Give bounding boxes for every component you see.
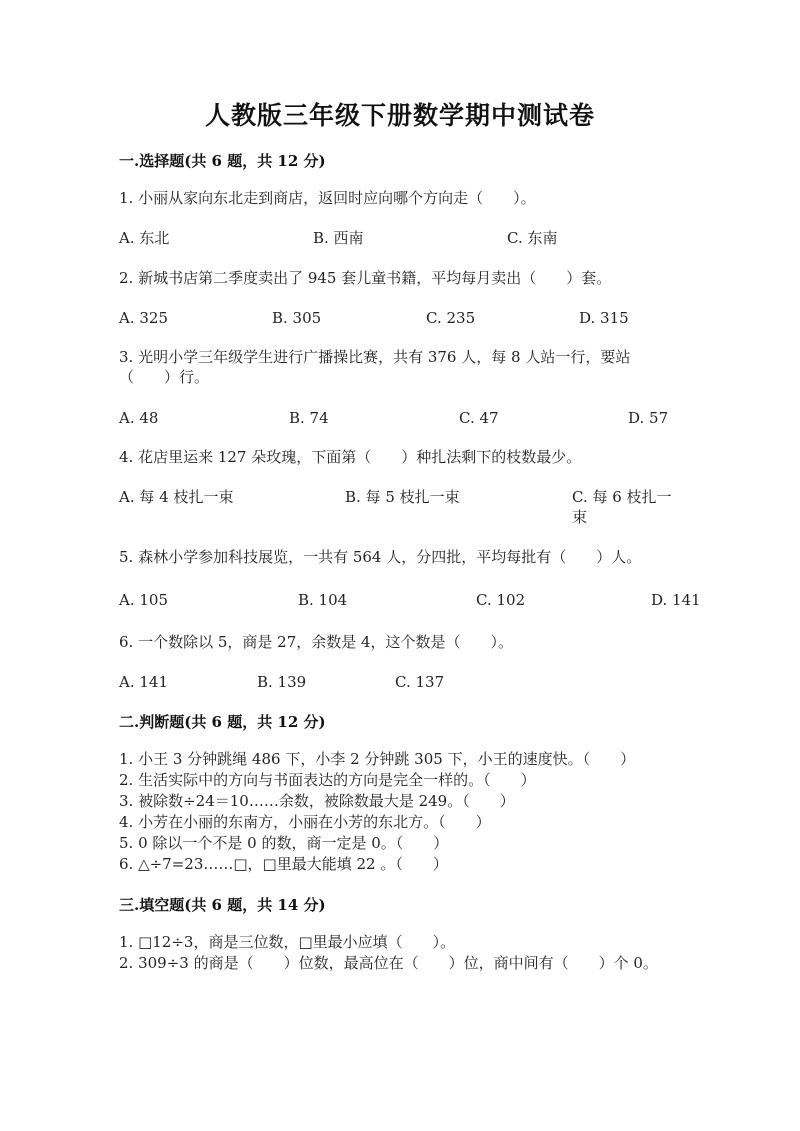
option-a: A. 每 4 枝扎一束 xyxy=(119,488,234,506)
option-d: D. 141 xyxy=(651,591,701,609)
option-c: C. 47 xyxy=(459,409,499,427)
judgement-item: 1. 小王 3 分钟跳绳 486 下，小李 2 分钟跳 305 下，小王的速度快。（ ） xyxy=(119,750,636,768)
option-b: B. 139 xyxy=(257,673,307,691)
option-b: B. 104 xyxy=(298,591,348,609)
option-d: D. 315 xyxy=(579,309,629,327)
question-3: 3. 光明小学三年级学生进行广播操比赛，共有 376 人，每 8 人站一行，要站（ ）行。 xyxy=(119,348,631,386)
judgement-item: 6. △÷7=23……□，□里最大能填 22 。（ ） xyxy=(119,855,448,873)
question-2: 2. 新城书店第二季度卖出了 945 套儿童书籍，平均每月卖出（ ）套。 xyxy=(119,269,612,287)
section-heading-judgement: 二.判断题(共 6 题，共 12 分) xyxy=(119,713,326,731)
judgement-item: 2. 生活实际中的方向与书面表达的方向是完全一样的。（ ） xyxy=(119,771,536,789)
question-6: 6. 一个数除以 5，商是 27，余数是 4，这个数是（ ）。 xyxy=(119,633,514,651)
option-a: A. 48 xyxy=(119,409,159,427)
option-c: C. 每 6 枝扎一束 xyxy=(572,488,672,526)
fill-blank-item: 1. □12÷3，商是三位数，□里最小应填（ ）。 xyxy=(119,933,456,951)
section-heading-fill-blank: 三.填空题(共 6 题，共 14 分) xyxy=(119,896,326,914)
option-c: C. 235 xyxy=(426,309,476,327)
page-title: 人教版三年级下册数学期中测试卷 xyxy=(204,101,595,130)
section-heading-choice: 一.选择题(共 6 题，共 12 分) xyxy=(119,152,326,170)
option-a: A. 141 xyxy=(119,673,168,691)
question-4: 4. 花店里运来 127 朵玫瑰，下面第（ ）种扎法剩下的枝数最少。 xyxy=(119,448,582,466)
option-b: B. 74 xyxy=(289,409,329,427)
question-1: 1. 小丽从家向东北走到商店，返回时应向哪个方向走（ ）。 xyxy=(119,189,536,207)
judgement-item: 4. 小芳在小丽的东南方，小丽在小芳的东北方。（ ） xyxy=(119,813,491,831)
judgement-item: 3. 被除数÷24＝10……余数，被除数最大是 249。（ ） xyxy=(119,792,515,810)
option-b: B. 西南 xyxy=(313,229,364,247)
option-b: B. 每 5 枝扎一束 xyxy=(345,488,460,506)
option-a: A. 325 xyxy=(119,309,168,327)
option-d: D. 57 xyxy=(628,409,669,427)
option-c: C. 东南 xyxy=(507,229,558,247)
judgement-item: 5. 0 除以一个不是 0 的数，商一定是 0。（ ） xyxy=(119,834,449,852)
question-5: 5. 森林小学参加科技展览，一共有 564 人，分四批，平均每批有（ ）人。 xyxy=(119,548,642,566)
fill-blank-item: 2. 309÷3 的商是（ ）位数，最高位在（ ）位，商中间有（ ）个 0。 xyxy=(119,954,658,972)
option-c: C. 137 xyxy=(395,673,445,691)
option-a: A. 105 xyxy=(119,591,168,609)
option-c: C. 102 xyxy=(476,591,526,609)
option-b: B. 305 xyxy=(272,309,322,327)
option-a: A. 东北 xyxy=(119,229,170,247)
